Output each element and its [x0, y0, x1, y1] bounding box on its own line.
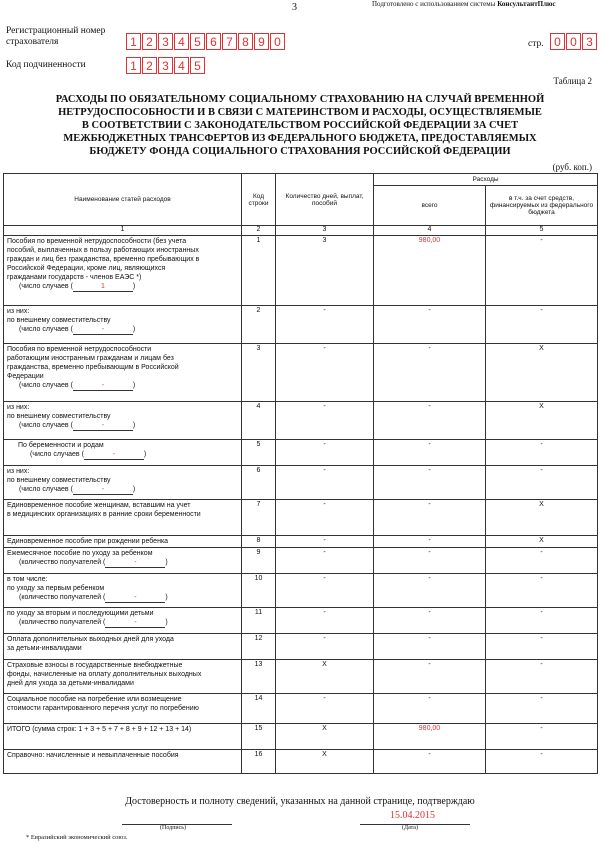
case-count-label: (число случаев ( [30, 451, 84, 458]
case-count-label: (число случаев ( [19, 486, 73, 493]
row-count[interactable]: - [276, 306, 374, 344]
row-total[interactable]: - [374, 750, 486, 774]
row-count[interactable]: - [276, 440, 374, 466]
row-name-line: Пособия по временной нетрудоспособности [7, 346, 152, 353]
row-code: 14 [242, 694, 276, 724]
row-federal[interactable]: - [486, 660, 598, 694]
row-count[interactable]: - [276, 402, 374, 440]
row-code: 3 [242, 344, 276, 402]
case-count-label: (число случаев ( [19, 326, 73, 333]
case-count: (количество получателей ( - ) [19, 594, 168, 601]
row-federal[interactable]: - [486, 306, 598, 344]
digit-box[interactable]: 3 [582, 33, 597, 50]
row-name [4, 548, 242, 574]
column-number: 5 [486, 226, 598, 236]
row-name-line: по внешнему совместительству [7, 477, 111, 484]
row-name [4, 660, 242, 694]
footnote: * Евразийский экономический союз. [26, 834, 128, 841]
digit-box[interactable]: 4 [174, 33, 189, 50]
prepared-prefix: Подготовлено с использованием системы [372, 0, 496, 8]
row-count[interactable]: - [276, 574, 374, 608]
row-code: 13 [242, 660, 276, 694]
row-code: 10 [242, 574, 276, 608]
reg-label-line1: Регистрационный номер [6, 26, 106, 36]
row-count[interactable]: Х [276, 660, 374, 694]
digit-box[interactable]: 2 [142, 33, 157, 50]
row-count[interactable]: Х [276, 724, 374, 750]
row-name [4, 574, 242, 608]
row-federal[interactable]: - [486, 466, 598, 500]
row-total[interactable]: - [374, 306, 486, 344]
row-name-line: Единовременное пособие при рождении ребенка [7, 538, 169, 545]
title-line: БЮДЖЕТУ ФОНДА СОЦИАЛЬНОГО СТРАХОВАНИЯ РОССИЙСКОЙ ФЕДЕРАЦИИ [89, 146, 511, 157]
row-name-line: из них: [7, 404, 30, 411]
row-federal[interactable]: - [486, 236, 598, 306]
table-row [4, 694, 598, 724]
row-total[interactable]: - [374, 608, 486, 634]
row-code: 9 [242, 548, 276, 574]
row-name-line: стоимости гарантированного перечня услуг по погребению [7, 705, 199, 712]
row-name-line: Справочно: начисленные и невыплаченные пособия [7, 752, 179, 759]
case-count-label: (число случаев ( [19, 382, 73, 389]
row-federal[interactable]: - [486, 548, 598, 574]
digit-box[interactable]: 4 [174, 57, 189, 74]
table-label: Таблица 2 [553, 76, 592, 86]
row-name [4, 236, 242, 306]
digit-box[interactable]: 3 [158, 33, 173, 50]
table-row [4, 344, 598, 402]
row-name-line: ИТОГО (сумма строк: 1 + 3 + 5 + 7 + 8 + 9 + 12 + 13 + 14) [7, 726, 192, 733]
table-row [4, 402, 598, 440]
row-total[interactable]: - [374, 402, 486, 440]
col-name-header: Наименование статей расходов [4, 174, 242, 226]
page-number: 3 [292, 2, 297, 13]
row-name-line: дней для ухода за детьми-инвалидами [7, 680, 134, 687]
date-caption: (Дата) [402, 825, 418, 831]
date-value[interactable]: 15.04.2015 [390, 810, 435, 821]
title-line: НЕТРУДОСПОСОБНОСТИ И В СВЯЗИ С МАТЕРИНСТВОМ И РАСХОДЫ, ОСУЩЕСТВЛЯЕМЫЕ [58, 107, 542, 118]
case-count: (число случаев ( - ) [30, 451, 147, 458]
row-name [4, 440, 242, 466]
digit-box[interactable]: 0 [550, 33, 565, 50]
row-federal[interactable]: - [486, 440, 598, 466]
row-name-line: по внешнему совместительству [7, 413, 111, 420]
table-row [4, 660, 598, 694]
prepared-note [372, 0, 555, 8]
case-count: (количество получателей ( - ) [19, 619, 168, 626]
digit-box[interactable]: 5 [190, 57, 205, 74]
units-label: (руб. коп.) [552, 162, 592, 172]
table-row [4, 548, 598, 574]
row-name-line: из них: [7, 468, 30, 475]
row-total[interactable]: - [374, 548, 486, 574]
row-total[interactable]: - [374, 500, 486, 536]
digit-box[interactable]: 3 [158, 57, 173, 74]
row-total[interactable]: - [374, 440, 486, 466]
case-count-value[interactable]: - [73, 381, 133, 391]
row-code: 7 [242, 500, 276, 536]
subordination-boxes[interactable] [126, 57, 206, 74]
table-row [4, 536, 598, 548]
row-name [4, 724, 242, 750]
row-name-line: по уходу за вторым и последующими детьми [7, 610, 154, 617]
row-name [4, 608, 242, 634]
row-name-line: гражданства, временно пребывающим в Российской [7, 364, 179, 371]
page-number-boxes[interactable] [550, 33, 598, 50]
row-name-line: Оплата дополнительных выходных дней для ухода [7, 636, 174, 643]
row-name-line: по внешнему совместительству [7, 317, 111, 324]
row-code: 2 [242, 306, 276, 344]
digit-box[interactable]: 9 [254, 33, 269, 50]
row-count[interactable]: Х [276, 750, 374, 774]
case-count: (число случаев ( - ) [19, 326, 136, 333]
table-row [4, 306, 598, 344]
case-count-label: (количество получателей ( [19, 594, 106, 601]
title-line: МЕЖБЮДЖЕТНЫХ ТРАНСФЕРТОВ ИЗ ФЕДЕРАЛЬНОГО БЮДЖЕТА, ПРЕДОСТАВЛЯЕМЫХ [63, 133, 537, 144]
row-total[interactable]: - [374, 660, 486, 694]
row-code: 4 [242, 402, 276, 440]
title-line: В СООТВЕТСТВИИ С ЗАКОНОДАТЕЛЬСТВОМ РОССИЙСКОЙ ФЕДЕРАЦИИ ЗА СЧЕТ [81, 120, 519, 131]
row-federal[interactable]: - [486, 574, 598, 608]
col-expenses-header: Расходы [374, 174, 598, 186]
case-count-value[interactable]: - [105, 618, 165, 628]
case-count-value[interactable]: - [105, 593, 165, 603]
digit-box[interactable]: 7 [222, 33, 237, 50]
row-name-line: пособий, выплаченных в пользу работающих иностранных [7, 247, 199, 254]
digit-box[interactable]: 0 [270, 33, 285, 50]
row-name [4, 634, 242, 660]
row-name-line: Российской Федерации, кроме лиц, являющихся [7, 265, 166, 272]
row-name-line: По беременности и родам [18, 442, 104, 449]
row-name-line: по уходу за первым ребенком [7, 585, 105, 592]
row-name [4, 306, 242, 344]
row-total[interactable]: - [374, 344, 486, 402]
digit-box[interactable]: 0 [566, 33, 581, 50]
case-count-value[interactable]: - [105, 558, 165, 568]
row-name [4, 536, 242, 548]
col-total-header: всего [374, 186, 486, 226]
digit-box[interactable]: 8 [238, 33, 253, 50]
subordination-label: Код подчиненности [6, 60, 86, 70]
page-label: стр. [528, 39, 544, 49]
case-count-value[interactable]: - [73, 325, 133, 335]
row-federal[interactable]: Х [486, 344, 598, 402]
row-name-line: граждан и лиц без гражданства, временно пребывающих в [7, 256, 200, 263]
expenses-table [3, 173, 598, 774]
confirmation-text: Достоверность и полноту сведений, указанных на данной странице, подтверждаю [125, 796, 475, 807]
table-row [4, 466, 598, 500]
prepared-brand: КонсультантПлюс [497, 0, 556, 8]
row-count[interactable]: - [276, 466, 374, 500]
row-total[interactable]: - [374, 466, 486, 500]
table-row [4, 500, 598, 536]
digit-box[interactable]: 5 [190, 33, 205, 50]
col-code-header: Код строки [242, 174, 276, 226]
row-name-line: Единовременное пособие женщинам, вставшим на учет [7, 502, 191, 509]
reg-label-line2: страхователя [6, 37, 59, 47]
case-count: (количество получателей ( - ) [19, 559, 168, 566]
row-code: 15 [242, 724, 276, 750]
table-row [4, 236, 598, 306]
row-code: 16 [242, 750, 276, 774]
table-row [4, 634, 598, 660]
digit-box[interactable]: 2 [142, 57, 157, 74]
case-count-value[interactable]: 1 [73, 282, 133, 292]
row-code: 5 [242, 440, 276, 466]
table-row [4, 440, 598, 466]
column-number: 4 [374, 226, 486, 236]
column-numbers-row [4, 226, 598, 236]
case-count-value[interactable]: - [84, 450, 144, 460]
row-federal[interactable]: - [486, 634, 598, 660]
row-federal[interactable]: Х [486, 536, 598, 548]
row-total[interactable]: - [374, 634, 486, 660]
row-name [4, 344, 242, 402]
row-name-line: фонды, начисленные на оплату дополнительных выходных [7, 671, 202, 678]
row-count[interactable]: - [276, 500, 374, 536]
row-total[interactable]: 980,00 [374, 236, 486, 306]
row-name-line: за детьми-инвалидами [7, 645, 82, 652]
reg-number-label [6, 26, 105, 48]
row-federal[interactable]: Х [486, 402, 598, 440]
row-code: 6 [242, 466, 276, 500]
row-name [4, 750, 242, 774]
digit-box[interactable]: 6 [206, 33, 221, 50]
case-count-value[interactable]: - [73, 421, 133, 431]
reg-number-boxes[interactable] [126, 33, 286, 50]
case-count-value[interactable]: - [73, 485, 133, 495]
digit-box[interactable]: 1 [126, 33, 141, 50]
row-code: 11 [242, 608, 276, 634]
row-code: 1 [242, 236, 276, 306]
row-federal[interactable]: Х [486, 500, 598, 536]
case-count: (число случаев ( 1 ) [19, 283, 136, 290]
case-count-label: (количество получателей ( [19, 619, 106, 626]
row-name-line: в том числе: [7, 576, 48, 583]
row-name [4, 500, 242, 536]
case-count: (число случаев ( - ) [19, 382, 136, 389]
row-total[interactable]: - [374, 536, 486, 548]
row-name-line: Страховые взносы в государственные внебюджетные [7, 662, 183, 669]
case-count: (число случаев ( - ) [19, 422, 136, 429]
table-row [4, 724, 598, 750]
row-count[interactable]: - [276, 608, 374, 634]
row-federal[interactable]: - [486, 694, 598, 724]
report-title [20, 93, 580, 158]
row-name-line: из них: [7, 308, 30, 315]
row-name [4, 402, 242, 440]
col-count-header: Количество дней, выплат, пособий [276, 174, 374, 226]
row-count[interactable]: - [276, 694, 374, 724]
column-number: 1 [4, 226, 242, 236]
row-name-line: в медицинских организациях в ранние сроки беременности [7, 511, 201, 518]
column-number: 3 [276, 226, 374, 236]
row-count[interactable]: - [276, 634, 374, 660]
row-total[interactable]: - [374, 574, 486, 608]
case-count: (число случаев ( - ) [19, 486, 136, 493]
row-name [4, 694, 242, 724]
row-count[interactable]: - [276, 536, 374, 548]
case-count-label: (число случаев ( [19, 283, 73, 290]
col-federal-header: в т.ч. за счет средств, финансируемых из федерального бюджета [486, 186, 598, 226]
row-name-line: работающим иностранным гражданам и лицам без [7, 355, 174, 362]
case-count-label: (число случаев ( [19, 422, 73, 429]
row-name-line: гражданами государств - членов ЕАЭС *) [7, 274, 142, 281]
row-name-line: Социальное пособие на погребение или возмещение [7, 696, 182, 703]
case-count-label: (количество получателей ( [19, 559, 106, 566]
digit-box[interactable]: 1 [126, 57, 141, 74]
table-row [4, 750, 598, 774]
title-line: РАСХОДЫ ПО ОБЯЗАТЕЛЬНОМУ СОЦИАЛЬНОМУ СТРАХОВАНИЮ НА СЛУЧАЙ ВРЕМЕННОЙ [55, 94, 545, 105]
row-count[interactable]: 3 [276, 236, 374, 306]
row-federal[interactable]: - [486, 608, 598, 634]
signature-caption: (Подпись) [160, 825, 187, 831]
row-federal[interactable]: - [486, 724, 598, 750]
row-name-line: Ежемесячное пособие по уходу за ребенком [7, 550, 153, 557]
row-total[interactable]: - [374, 694, 486, 724]
row-name-line: Федерации [7, 373, 44, 380]
row-code: 12 [242, 634, 276, 660]
row-count[interactable]: - [276, 344, 374, 402]
row-code: 8 [242, 536, 276, 548]
row-name [4, 466, 242, 500]
table-row [4, 574, 598, 608]
row-federal[interactable]: - [486, 750, 598, 774]
column-number: 2 [242, 226, 276, 236]
row-count[interactable]: - [276, 548, 374, 574]
row-total[interactable]: 980,00 [374, 724, 486, 750]
row-name-line: Пособия по временной нетрудоспособности (без учета [7, 238, 187, 245]
table-row [4, 608, 598, 634]
